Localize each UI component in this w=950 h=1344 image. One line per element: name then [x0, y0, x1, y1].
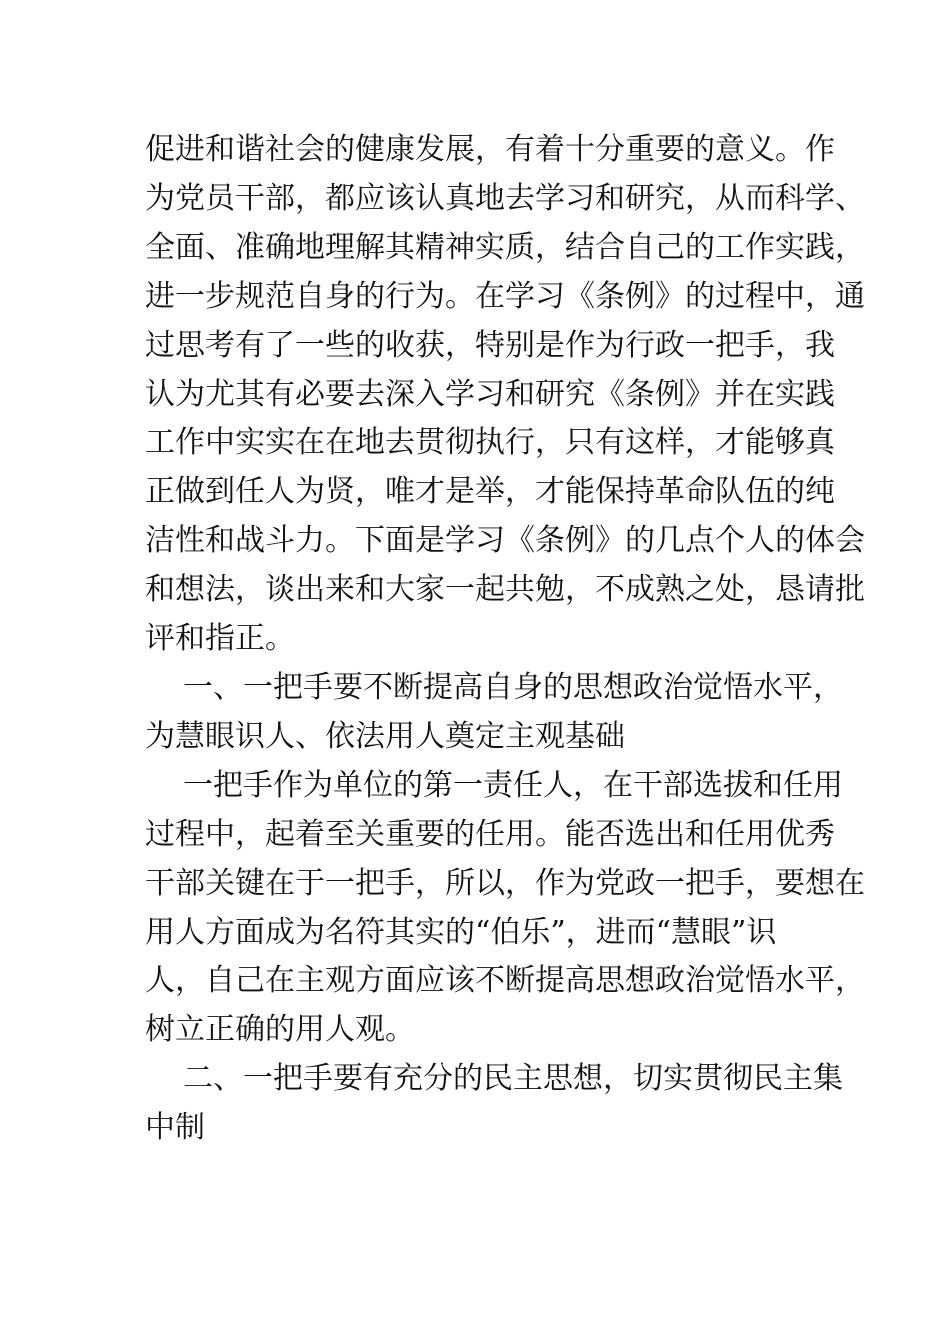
text-line: 工作中实实在在地去贯彻执行，只有这样，才能够真 — [145, 425, 835, 461]
heading-line: 二、一把手要有充分的民主思想，切实贯彻民主集 — [183, 1061, 843, 1097]
text-line: 认为尤其有必要去深入学习和研究《条例》并在实践 — [145, 376, 835, 412]
text-line: 促进和谐社会的健康发展，有着十分重要的意义。作 — [145, 132, 835, 167]
text-line: 干部关键在于一把手，所以，作为党政一把手，要想在 — [145, 865, 865, 901]
text-line: 洁性和战斗力。下面是学习《条例》的几点个人的体会 — [145, 523, 865, 559]
heading-line: 为慧眼识人、依法用人奠定主观基础 — [145, 718, 625, 754]
section-heading-1 — [145, 664, 843, 762]
paragraph-section-1 — [145, 762, 865, 1055]
text-line: 全面、准确地理解其精神实质，结合自己的工作实践， — [145, 229, 865, 265]
section-heading-2 — [145, 1055, 843, 1153]
text-line: 为党员干部，都应该认真地去学习和研究，从而科学、 — [145, 180, 865, 216]
text-line: 正做到任人为贤，唯才是举，才能保持革命队伍的纯 — [145, 474, 835, 510]
text-line: 进一步规范自身的行为。在学习《条例》的过程中，通 — [145, 278, 865, 314]
text-line: 评和指正。 — [145, 621, 295, 657]
text-line: 过程中，起着至关重要的任用。能否选出和任用优秀 — [145, 816, 835, 852]
paragraph-intro — [145, 126, 865, 664]
heading-line: 一、一把手要不断提高自身的思想政治觉悟水平， — [183, 669, 843, 705]
heading-line: 中制 — [145, 1110, 205, 1146]
text-line: 一把手作为单位的第一责任人，在干部选拔和任用 — [183, 767, 843, 803]
document-body — [145, 126, 865, 1153]
text-line: 和想法，谈出来和大家一起共勉，不成熟之处，恳请批 — [145, 572, 865, 608]
text-line: 用人方面成为名符其实的“伯乐”，进而“慧眼”识 — [145, 914, 777, 950]
text-line: 树立正确的用人观。 — [145, 1012, 415, 1048]
text-line: 过思考有了一些的收获，特别是作为行政一把手，我 — [145, 327, 835, 363]
text-line: 人，自己在主观方面应该不断提高思想政治觉悟水平， — [145, 963, 865, 999]
